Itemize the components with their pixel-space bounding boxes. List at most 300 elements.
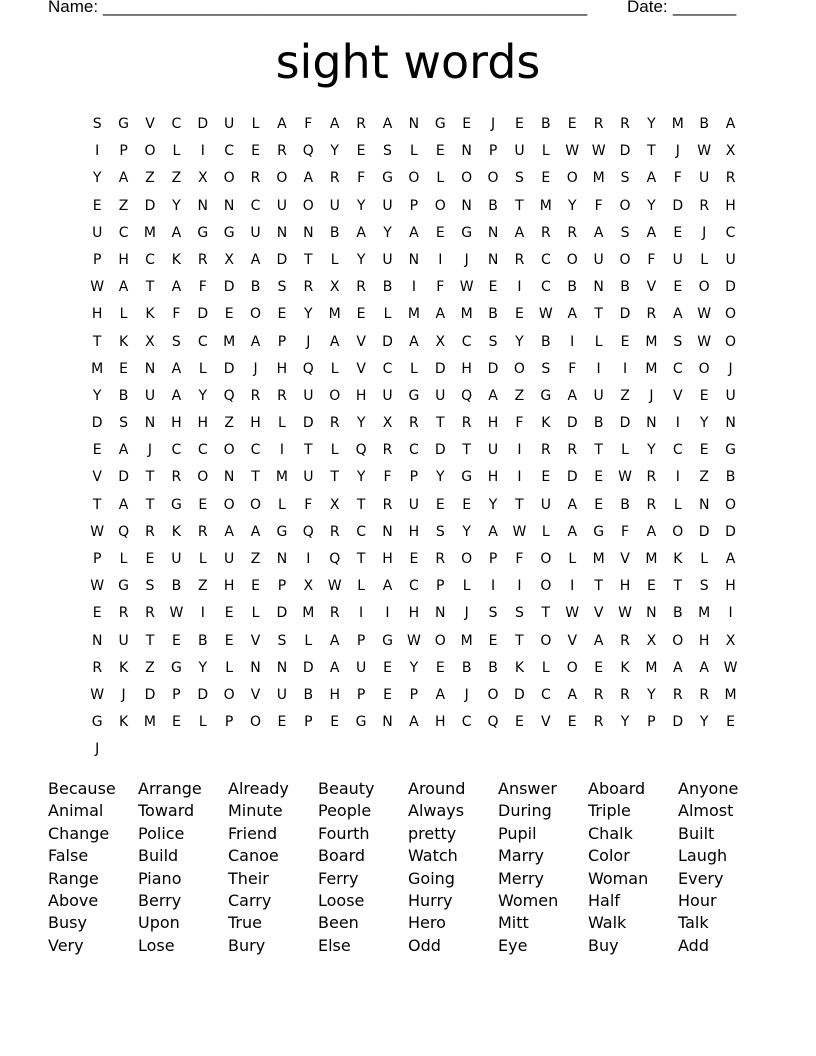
grid-letter[interactable]: R xyxy=(646,469,657,486)
grid-letter[interactable]: P xyxy=(92,551,102,567)
grid-letter[interactable]: H xyxy=(725,197,736,214)
grid-letter[interactable]: E xyxy=(567,714,577,731)
grid-letter[interactable]: K xyxy=(171,523,181,540)
grid-letter[interactable]: O xyxy=(250,496,262,513)
grid-letter[interactable]: X xyxy=(197,170,208,187)
grid-letter[interactable]: M xyxy=(407,306,420,323)
grid-letter[interactable]: P xyxy=(647,714,656,731)
grid-letter[interactable]: W xyxy=(697,306,712,323)
grid-letter[interactable]: D xyxy=(276,251,288,268)
grid-letter[interactable]: V xyxy=(646,279,657,296)
grid-letter[interactable]: H xyxy=(91,306,103,323)
grid-letter[interactable]: R xyxy=(409,415,419,432)
grid-letter[interactable]: T xyxy=(145,632,155,649)
grid-letter[interactable]: D xyxy=(566,469,578,486)
grid-letter[interactable]: U xyxy=(303,469,314,486)
grid-letter[interactable]: L xyxy=(462,578,471,595)
grid-letter[interactable]: I xyxy=(596,360,601,377)
grid-letter[interactable]: C xyxy=(171,116,182,132)
grid-letter[interactable]: I xyxy=(200,143,205,160)
grid-letter[interactable]: T xyxy=(541,605,551,622)
grid-letter[interactable]: E xyxy=(251,143,260,160)
grid-letter[interactable]: R xyxy=(329,523,340,540)
grid-letter[interactable]: R xyxy=(145,605,155,622)
grid-letter[interactable]: I xyxy=(95,143,100,160)
grid-letter[interactable]: U xyxy=(329,197,340,214)
grid-letter[interactable]: U xyxy=(303,387,314,404)
grid-letter[interactable]: E xyxy=(224,632,234,649)
grid-letter[interactable]: G xyxy=(461,224,473,241)
grid-letter[interactable]: L xyxy=(172,143,181,160)
grid-letter[interactable]: E xyxy=(356,306,366,323)
grid-letter[interactable]: B xyxy=(620,279,630,296)
grid-letter[interactable]: E xyxy=(171,714,181,731)
grid-letter[interactable]: J xyxy=(675,143,680,160)
grid-letter[interactable]: X xyxy=(646,632,657,649)
grid-letter[interactable]: K xyxy=(118,333,129,350)
grid-letter[interactable]: L xyxy=(568,551,577,567)
grid-letter[interactable]: N xyxy=(382,523,393,540)
grid-letter[interactable]: V xyxy=(356,333,366,350)
grid-letter[interactable]: P xyxy=(409,469,419,486)
grid-letter[interactable]: U xyxy=(250,224,261,241)
grid-letter[interactable]: B xyxy=(118,387,129,404)
grid-letter[interactable]: E xyxy=(646,578,656,595)
grid-letter[interactable]: R xyxy=(171,469,182,486)
grid-letter[interactable]: C xyxy=(382,360,393,377)
grid-letter[interactable]: R xyxy=(461,415,472,432)
grid-letter[interactable]: U xyxy=(672,251,683,268)
grid-letter[interactable]: F xyxy=(620,523,630,540)
grid-letter[interactable]: R xyxy=(356,279,366,296)
grid-letter[interactable]: R xyxy=(329,170,340,187)
grid-letter[interactable]: V xyxy=(593,605,604,622)
grid-letter[interactable]: E xyxy=(119,360,129,377)
grid-letter[interactable]: W xyxy=(90,279,105,296)
grid-letter[interactable]: I xyxy=(517,442,522,459)
grid-letter[interactable]: B xyxy=(541,116,551,132)
grid-letter[interactable]: T xyxy=(145,279,155,296)
grid-letter[interactable]: A xyxy=(593,224,604,241)
grid-letter[interactable]: T xyxy=(594,306,603,323)
grid-letter[interactable]: O xyxy=(250,714,262,731)
grid-letter[interactable]: J xyxy=(464,251,469,268)
grid-letter[interactable]: U xyxy=(435,387,446,404)
grid-letter[interactable]: R xyxy=(593,686,604,703)
grid-letter[interactable]: G xyxy=(725,442,736,459)
grid-letter[interactable]: U xyxy=(514,143,525,160)
grid-letter[interactable]: A xyxy=(567,306,578,323)
grid-letter[interactable]: K xyxy=(620,659,630,676)
grid-letter[interactable]: F xyxy=(568,360,577,377)
grid-letter[interactable]: H xyxy=(276,360,288,377)
grid-letter[interactable]: T xyxy=(356,551,366,567)
grid-letter[interactable]: A xyxy=(567,686,578,703)
grid-letter[interactable]: R xyxy=(250,170,261,187)
grid-letter[interactable]: H xyxy=(223,578,235,595)
grid-letter[interactable]: Y xyxy=(356,469,366,486)
grid-letter[interactable]: F xyxy=(673,170,682,187)
grid-letter[interactable]: H xyxy=(487,469,499,486)
grid-letter[interactable]: O xyxy=(223,442,235,459)
grid-letter[interactable]: B xyxy=(488,197,498,214)
grid-letter[interactable]: T xyxy=(145,469,155,486)
grid-letter[interactable]: L xyxy=(251,116,260,132)
grid-letter[interactable]: L xyxy=(383,306,392,323)
grid-letter[interactable]: A xyxy=(488,387,498,404)
grid-letter[interactable]: I xyxy=(517,578,522,595)
grid-letter[interactable]: U xyxy=(144,387,156,404)
grid-letter[interactable]: A xyxy=(250,333,261,350)
grid-letter[interactable]: P xyxy=(409,197,419,214)
grid-letter[interactable]: V xyxy=(250,686,261,703)
grid-letter[interactable]: A xyxy=(329,333,340,350)
grid-letter[interactable]: C xyxy=(197,442,208,459)
grid-letter[interactable]: S xyxy=(277,632,287,649)
grid-letter[interactable]: Y xyxy=(567,197,577,214)
grid-letter[interactable]: E xyxy=(435,496,445,513)
grid-letter[interactable]: G xyxy=(276,523,288,540)
grid-letter[interactable]: M xyxy=(645,659,658,676)
grid-letter[interactable]: N xyxy=(223,197,235,214)
grid-letter[interactable]: N xyxy=(487,251,499,268)
grid-letter[interactable]: R xyxy=(250,387,261,404)
grid-letter[interactable]: T xyxy=(673,578,683,595)
grid-letter[interactable]: M xyxy=(724,686,737,703)
grid-letter[interactable]: C xyxy=(672,442,683,459)
grid-letter[interactable]: F xyxy=(436,279,445,296)
grid-letter[interactable]: S xyxy=(699,578,709,595)
grid-letter[interactable]: L xyxy=(541,143,550,160)
grid-letter[interactable]: L xyxy=(409,360,418,377)
grid-letter[interactable]: N xyxy=(382,714,393,731)
grid-letter[interactable]: O xyxy=(566,659,578,676)
grid-letter[interactable]: H xyxy=(619,578,631,595)
grid-letter[interactable]: U xyxy=(118,632,129,649)
grid-letter[interactable]: E xyxy=(435,224,445,241)
grid-letter[interactable]: S xyxy=(435,523,445,540)
grid-letter[interactable]: S xyxy=(383,143,392,160)
grid-letter[interactable]: O xyxy=(329,387,341,404)
grid-letter[interactable]: T xyxy=(462,442,471,459)
grid-letter[interactable]: A xyxy=(646,224,657,241)
grid-letter[interactable]: Y xyxy=(383,224,392,241)
grid-letter[interactable]: T xyxy=(515,632,524,649)
grid-letter[interactable]: E xyxy=(515,306,524,323)
grid-letter[interactable]: S xyxy=(515,170,524,187)
grid-letter[interactable]: X xyxy=(725,632,736,649)
grid-letter[interactable]: L xyxy=(198,360,207,377)
grid-letter[interactable]: I xyxy=(411,279,416,296)
grid-letter[interactable]: I xyxy=(570,578,575,595)
grid-letter[interactable]: R xyxy=(699,686,710,703)
grid-letter[interactable]: P xyxy=(488,143,498,160)
grid-letter[interactable]: A xyxy=(673,306,683,323)
grid-letter[interactable]: N xyxy=(725,415,736,432)
grid-letter[interactable]: M xyxy=(302,605,315,622)
grid-letter[interactable]: M xyxy=(91,360,104,377)
grid-letter[interactable]: D xyxy=(434,442,446,459)
grid-letter[interactable]: U xyxy=(355,659,367,676)
grid-letter[interactable]: H xyxy=(725,578,736,595)
grid-letter[interactable]: N xyxy=(223,469,235,486)
grid-letter[interactable]: M xyxy=(143,714,157,731)
grid-letter[interactable]: H xyxy=(382,551,393,567)
grid-letter[interactable]: J xyxy=(490,116,496,132)
grid-letter[interactable]: V xyxy=(356,360,366,377)
grid-letter[interactable]: Q xyxy=(487,714,499,731)
grid-letter[interactable]: Y xyxy=(356,197,366,214)
grid-letter[interactable]: B xyxy=(672,605,683,622)
grid-letter[interactable]: K xyxy=(673,551,683,567)
grid-letter[interactable]: M xyxy=(645,551,658,567)
grid-letter[interactable]: D xyxy=(223,279,235,296)
grid-letter[interactable]: D xyxy=(514,686,525,703)
grid-letter[interactable]: A xyxy=(118,279,129,296)
grid-letter[interactable]: F xyxy=(515,551,524,567)
grid-letter[interactable]: Y xyxy=(356,415,366,432)
grid-letter[interactable]: Y xyxy=(462,523,471,540)
grid-letter[interactable]: Y xyxy=(304,306,313,323)
grid-letter[interactable]: A xyxy=(409,224,419,241)
grid-letter[interactable]: C xyxy=(725,224,736,241)
grid-letter[interactable]: X xyxy=(725,143,736,160)
grid-letter[interactable]: Y xyxy=(92,387,102,404)
grid-letter[interactable]: P xyxy=(119,143,128,160)
grid-letter[interactable]: C xyxy=(540,686,551,703)
grid-letter[interactable]: I xyxy=(517,469,522,486)
grid-letter[interactable]: O xyxy=(487,170,499,187)
grid-letter[interactable]: G xyxy=(540,387,552,404)
grid-letter[interactable]: S xyxy=(515,605,524,622)
grid-letter[interactable]: R xyxy=(356,116,366,132)
grid-letter[interactable]: L xyxy=(330,360,339,377)
grid-letter[interactable]: E xyxy=(515,116,524,132)
grid-letter[interactable]: D xyxy=(382,333,393,350)
grid-letter[interactable]: O xyxy=(408,170,420,187)
grid-letter[interactable]: U xyxy=(171,551,182,567)
grid-letter[interactable]: U xyxy=(224,116,235,132)
grid-letter[interactable]: Q xyxy=(355,442,367,459)
grid-letter[interactable]: E xyxy=(699,442,709,459)
grid-letter[interactable]: I xyxy=(728,605,733,622)
grid-letter[interactable]: R xyxy=(92,659,103,676)
grid-letter[interactable]: O xyxy=(223,170,235,187)
grid-letter[interactable]: F xyxy=(198,279,207,296)
grid-letter[interactable]: X xyxy=(224,251,234,268)
grid-letter[interactable]: Y xyxy=(647,116,656,132)
grid-letter[interactable]: C xyxy=(461,714,472,731)
grid-letter[interactable]: O xyxy=(461,170,473,187)
grid-letter[interactable]: A xyxy=(435,686,446,703)
grid-letter[interactable]: E xyxy=(224,605,234,622)
grid-letter[interactable]: O xyxy=(461,551,473,567)
grid-letter[interactable]: D xyxy=(619,306,631,323)
grid-letter[interactable]: N xyxy=(461,197,472,214)
grid-letter[interactable]: F xyxy=(594,197,603,214)
grid-letter[interactable]: E xyxy=(92,605,102,622)
grid-letter[interactable]: F xyxy=(647,251,656,268)
grid-letter[interactable]: M xyxy=(223,333,236,350)
grid-letter[interactable]: Z xyxy=(145,170,155,187)
grid-letter[interactable]: B xyxy=(171,578,182,595)
grid-letter[interactable]: A xyxy=(329,659,340,676)
grid-letter[interactable]: R xyxy=(567,442,578,459)
name-field[interactable]: ______________________________________________________ xyxy=(103,0,587,16)
grid-letter[interactable]: F xyxy=(304,116,313,132)
grid-letter[interactable]: A xyxy=(277,116,287,132)
grid-letter[interactable]: Y xyxy=(488,496,498,513)
grid-letter[interactable]: A xyxy=(435,306,446,323)
grid-letter[interactable]: Z xyxy=(118,197,129,214)
grid-letter[interactable]: A xyxy=(514,224,525,241)
grid-letter[interactable]: E xyxy=(356,143,366,160)
grid-letter[interactable]: R xyxy=(620,116,630,132)
grid-letter[interactable]: D xyxy=(118,469,129,486)
grid-letter[interactable]: J xyxy=(464,686,469,703)
grid-letter[interactable]: M xyxy=(592,551,605,567)
grid-letter[interactable]: H xyxy=(118,251,129,268)
grid-letter[interactable]: O xyxy=(619,251,631,268)
grid-letter[interactable]: U xyxy=(725,387,736,404)
grid-letter[interactable]: A xyxy=(646,170,657,187)
grid-letter[interactable]: M xyxy=(460,306,473,323)
grid-letter[interactable]: W xyxy=(90,686,105,703)
grid-letter[interactable]: G xyxy=(408,387,420,404)
grid-letter[interactable]: A xyxy=(567,387,578,404)
grid-letter[interactable]: A xyxy=(646,523,657,540)
grid-letter[interactable]: Q xyxy=(223,387,235,404)
grid-letter[interactable]: D xyxy=(197,306,209,323)
grid-letter[interactable]: B xyxy=(488,306,498,323)
grid-letter[interactable]: E xyxy=(726,714,735,731)
grid-letter[interactable]: A xyxy=(382,116,393,132)
grid-letter[interactable]: W xyxy=(697,143,712,160)
grid-letter[interactable]: R xyxy=(277,143,287,160)
grid-letter[interactable]: M xyxy=(645,333,658,350)
grid-letter[interactable]: B xyxy=(541,333,551,350)
grid-letter[interactable]: L xyxy=(409,143,418,160)
grid-letter[interactable]: D xyxy=(672,714,684,731)
grid-letter[interactable]: A xyxy=(118,442,129,459)
grid-letter[interactable]: E xyxy=(330,714,340,731)
grid-letter[interactable]: P xyxy=(92,251,102,268)
grid-letter[interactable]: X xyxy=(382,415,393,432)
grid-letter[interactable]: Z xyxy=(171,170,182,187)
grid-letter[interactable]: G xyxy=(170,496,182,513)
grid-letter[interactable]: E xyxy=(198,496,208,513)
grid-letter[interactable]: P xyxy=(409,686,419,703)
grid-letter[interactable]: N xyxy=(408,251,420,268)
grid-letter[interactable]: Y xyxy=(172,197,181,214)
grid-letter[interactable]: R xyxy=(593,116,604,132)
grid-letter[interactable]: R xyxy=(277,387,287,404)
grid-letter[interactable]: L xyxy=(700,551,709,567)
grid-letter[interactable]: D xyxy=(144,197,156,214)
grid-letter[interactable]: H xyxy=(461,360,472,377)
grid-letter[interactable]: A xyxy=(409,714,419,731)
grid-letter[interactable]: O xyxy=(513,360,525,377)
grid-letter[interactable]: A xyxy=(725,551,736,567)
grid-letter[interactable]: E xyxy=(277,306,287,323)
grid-letter[interactable]: N xyxy=(487,224,499,241)
grid-letter[interactable]: E xyxy=(435,659,445,676)
grid-letter[interactable]: N xyxy=(303,224,314,241)
grid-letter[interactable]: T xyxy=(304,251,313,268)
grid-letter[interactable]: R xyxy=(540,224,551,241)
grid-letter[interactable]: P xyxy=(356,686,366,703)
grid-letter[interactable]: Z xyxy=(224,415,234,432)
date-field[interactable]: _______ xyxy=(673,0,736,16)
grid-letter[interactable]: N xyxy=(250,659,261,676)
grid-letter[interactable]: G xyxy=(355,714,367,731)
grid-letter[interactable]: G xyxy=(461,469,473,486)
grid-letter[interactable]: M xyxy=(671,116,684,132)
grid-letter[interactable]: Z xyxy=(514,387,525,404)
grid-letter[interactable]: C xyxy=(461,333,472,350)
grid-letter[interactable]: T xyxy=(594,578,603,595)
grid-letter[interactable]: H xyxy=(250,415,261,432)
grid-letter[interactable]: U xyxy=(276,197,288,214)
grid-letter[interactable]: X xyxy=(329,496,340,513)
grid-letter[interactable]: T xyxy=(145,496,155,513)
grid-letter[interactable]: W xyxy=(538,306,553,323)
grid-letter[interactable]: T xyxy=(92,496,102,513)
grid-letter[interactable]: A xyxy=(673,659,683,676)
grid-letter[interactable]: G xyxy=(434,116,446,132)
grid-letter[interactable]: L xyxy=(278,415,286,432)
grid-letter[interactable]: L xyxy=(541,659,550,676)
grid-letter[interactable]: M xyxy=(592,170,605,187)
grid-letter[interactable]: E xyxy=(145,551,155,567)
grid-letter[interactable]: K xyxy=(118,659,129,676)
grid-letter[interactable]: L xyxy=(330,251,339,268)
grid-letter[interactable]: C xyxy=(171,442,182,459)
grid-letter[interactable]: O xyxy=(223,496,235,513)
grid-letter[interactable]: L xyxy=(119,306,128,323)
grid-letter[interactable]: Y xyxy=(620,714,630,731)
grid-letter[interactable]: S xyxy=(171,333,181,350)
grid-letter[interactable]: D xyxy=(91,415,103,432)
grid-letter[interactable]: P xyxy=(224,714,234,731)
grid-letter[interactable]: O xyxy=(223,686,235,703)
grid-letter[interactable]: L xyxy=(621,442,629,459)
grid-letter[interactable]: M xyxy=(460,632,473,649)
grid-letter[interactable]: L xyxy=(198,714,207,731)
grid-letter[interactable]: A xyxy=(593,632,604,649)
grid-letter[interactable]: U xyxy=(382,387,393,404)
grid-letter[interactable]: A xyxy=(329,116,340,132)
grid-letter[interactable]: H xyxy=(197,415,209,432)
grid-letter[interactable]: E xyxy=(251,578,260,595)
grid-letter[interactable]: L xyxy=(304,632,313,649)
grid-letter[interactable]: L xyxy=(700,251,709,268)
grid-letter[interactable]: B xyxy=(382,279,393,296)
grid-letter[interactable]: L xyxy=(119,551,128,567)
grid-letter[interactable]: J xyxy=(121,686,126,703)
grid-letter[interactable]: N xyxy=(435,605,446,622)
grid-letter[interactable]: U xyxy=(487,442,499,459)
grid-letter[interactable]: Z xyxy=(699,469,709,486)
grid-letter[interactable]: J xyxy=(464,605,469,622)
grid-letter[interactable]: Q xyxy=(302,143,314,160)
grid-letter[interactable]: L xyxy=(673,496,682,513)
grid-letter[interactable]: L xyxy=(541,523,550,540)
grid-letter[interactable]: G xyxy=(91,714,103,731)
grid-letter[interactable]: A xyxy=(250,251,261,268)
grid-letter[interactable]: I xyxy=(306,551,311,567)
grid-letter[interactable]: O xyxy=(276,170,288,187)
